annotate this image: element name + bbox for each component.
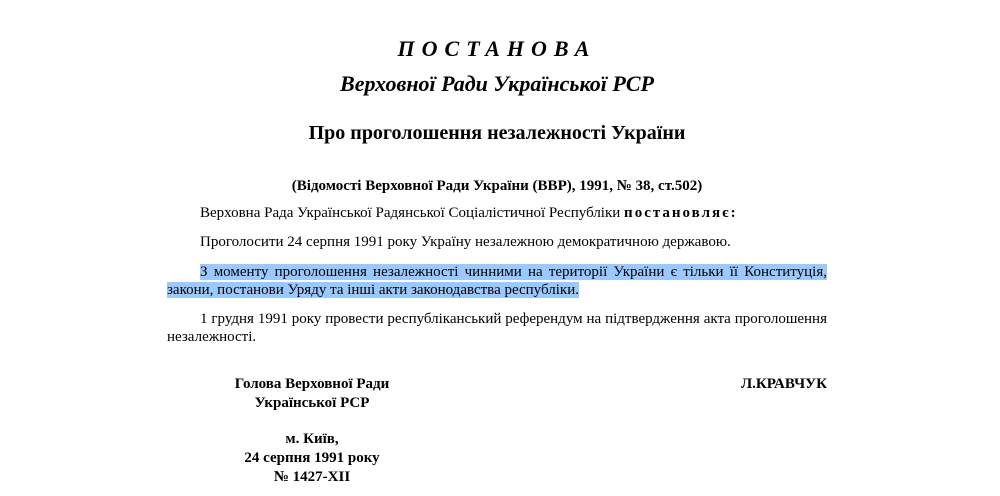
- document-type-title: ПОСТАНОВА: [397, 36, 597, 61]
- paragraph-preamble: [167, 204, 827, 222]
- signatory-position-line1: Голова Верховної Ради: [234, 376, 390, 392]
- paragraph-proclamation: Проголосити 24 серпня 1991 року Україну незалежною демократичною державою.: [200, 234, 731, 250]
- document-number: № 1427-XII: [273, 469, 351, 485]
- document-date: 24 серпня 1991 року: [244, 450, 380, 466]
- signatory-name: Л.КРАВЧУК: [740, 376, 827, 392]
- paragraph-legislation[interactable]: [167, 263, 827, 299]
- issuing-body-title: Верховної Ради Української РСР: [340, 71, 654, 96]
- resolves-word: постановляє:: [624, 205, 738, 221]
- place-date-block: [167, 430, 457, 487]
- signatory-position: [167, 375, 457, 413]
- preamble-text: Верховна Рада Української Радянської Соціалістичної Республіки: [200, 205, 625, 221]
- signatory-position-line2: Української РСР: [254, 395, 370, 411]
- place-city: м. Київ,: [285, 431, 339, 447]
- selected-text-highlight[interactable]: З моменту проголошення незалежності чинними на території України є тільки її Конституція, закони, постанови Уряду та інші акти законодавства республіки.: [167, 264, 827, 298]
- paragraph-referendum: 1 грудня 1991 року провести республіканський референдум на підтвердження акта проголошення незалежності.: [167, 311, 827, 345]
- publication-source: (Відомості Верховної Ради України (ВВР), 1991, № 38, ст.502): [291, 178, 703, 194]
- document-heading: Про проголошення незалежності України: [308, 122, 686, 144]
